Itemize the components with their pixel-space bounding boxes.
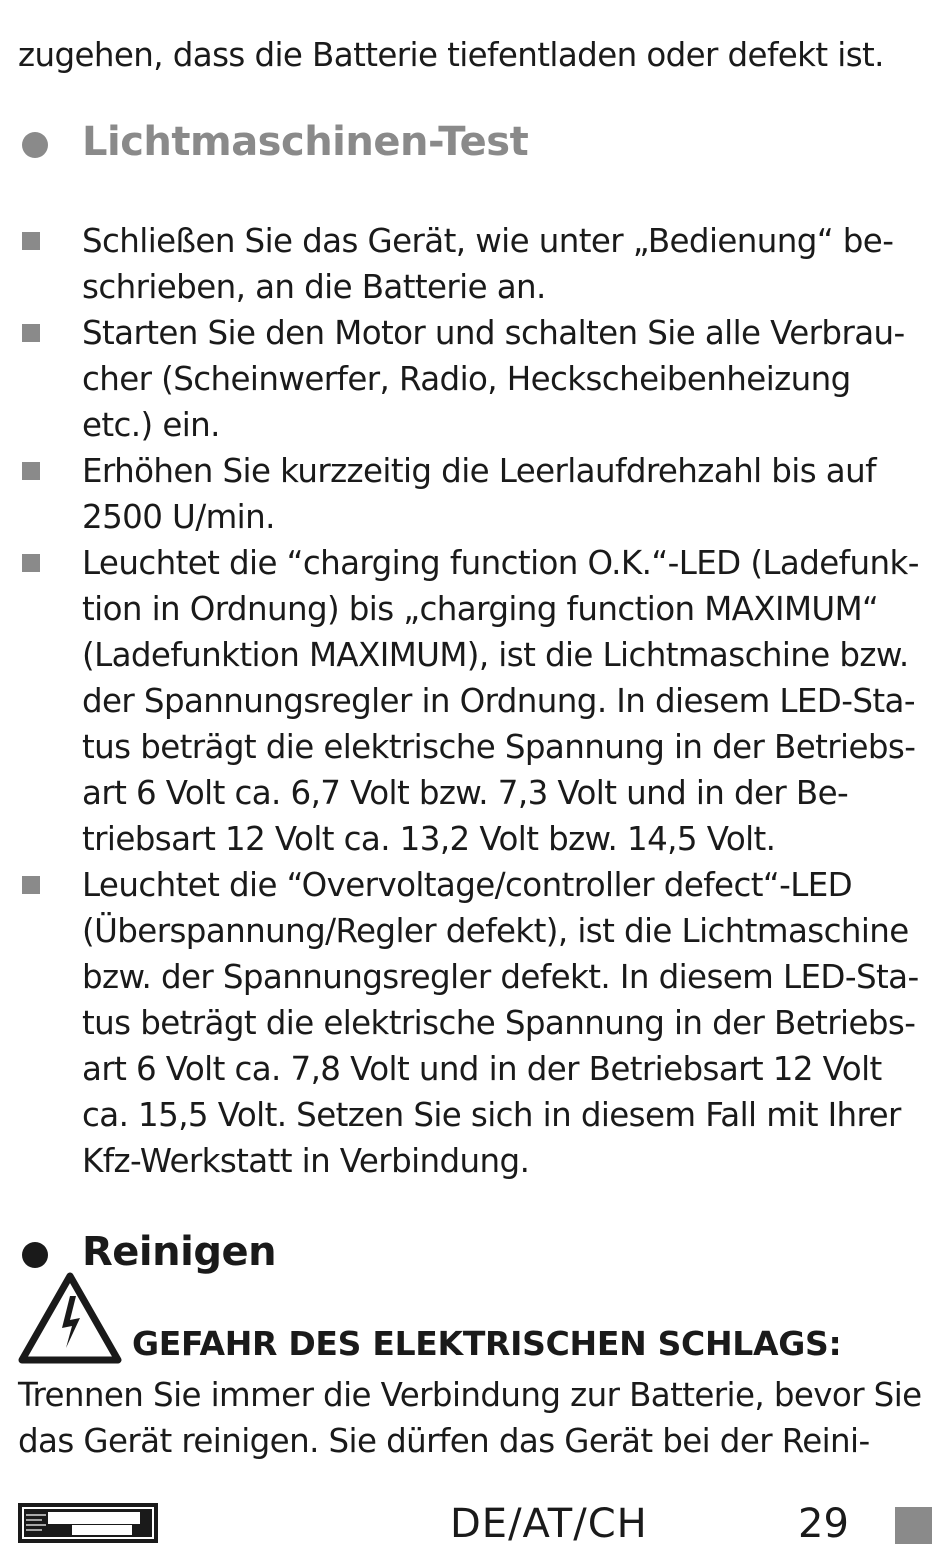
- list-item-line: (Ladefunktion MAXIMUM), ist die Lichtmaschine bzw.: [82, 636, 909, 674]
- list-item-line: der Spannungsregler in Ordnung. In diesem LED-Sta-: [82, 682, 915, 720]
- list-item-line: (Überspannung/Regler defekt), ist die Lichtmaschine: [82, 912, 909, 950]
- warning-title: GEFAHR DES ELEKTRISCHEN SCHLAGS:: [132, 1324, 842, 1363]
- list-item-line: Schließen Sie das Gerät, wie unter „Bedienung“ be-: [82, 222, 894, 260]
- ultimate-speed-logo: [18, 1503, 158, 1543]
- list-item: [18, 540, 938, 862]
- square-bullet-icon: [22, 876, 40, 894]
- list-item-line: Erhöhen Sie kurzzeitig die Leerlaufdrehzahl bis auf: [82, 452, 876, 490]
- list-item-line: tus beträgt die elektrische Spannung in der Betriebs-: [82, 728, 916, 766]
- list-item-line: Kfz-Werkstatt in Verbindung.: [82, 1142, 530, 1180]
- paragraph-line: das Gerät reinigen. Sie dürfen das Gerät bei der Reini-: [18, 1422, 870, 1460]
- list-item-line: tus beträgt die elektrische Spannung in der Betriebs-: [82, 1004, 916, 1042]
- list-item-line: art 6 Volt ca. 6,7 Volt bzw. 7,3 Volt und in der Be-: [82, 774, 849, 812]
- bullet-dot-icon: [22, 132, 48, 158]
- square-bullet-icon: [22, 232, 40, 250]
- bullet-dot-icon: [22, 1242, 48, 1268]
- list-item-line: tion in Ordnung) bis „charging function MAXIMUM“: [82, 590, 879, 628]
- list-item-line: Starten Sie den Motor und schalten Sie alle Verbrau-: [82, 314, 905, 352]
- list-item-line: triebsart 12 Volt ca. 13,2 Volt bzw. 14,5 Volt.: [82, 820, 776, 858]
- list-item: [18, 862, 938, 1184]
- instruction-list: [18, 218, 938, 1184]
- region-label: DE/AT/CH: [450, 1501, 648, 1547]
- warning-paragraph: [18, 1372, 922, 1464]
- list-item-line: schrieben, an die Batterie an.: [82, 268, 546, 306]
- list-item-line: art 6 Volt ca. 7,8 Volt und in der Betriebsart 12 Volt: [82, 1050, 882, 1088]
- square-bullet-icon: [22, 324, 40, 342]
- list-item-line: Leuchtet die “charging function O.K.“-LED (Ladefunk-: [82, 544, 919, 582]
- paragraph-line: Trennen Sie immer die Verbindung zur Batterie, bevor Sie: [18, 1376, 922, 1414]
- list-item-line: Leuchtet die “Overvoltage/controller defect“-LED: [82, 866, 853, 904]
- electric-shock-warning: [18, 1272, 938, 1367]
- continued-text-line: zugehen, dass die Batterie tiefentladen oder defekt ist.: [18, 36, 884, 74]
- list-item-line: bzw. der Spannungsregler defekt. In diesem LED-Sta-: [82, 958, 919, 996]
- section-title: Reinigen: [82, 1229, 277, 1275]
- list-item-line: etc.) ein.: [82, 406, 220, 444]
- square-bullet-icon: [22, 554, 40, 572]
- page-number: 29: [798, 1501, 849, 1547]
- section-title: Lichtmaschinen-Test: [82, 119, 529, 165]
- square-bullet-icon: [22, 462, 40, 480]
- list-item-line: 2500 U/min.: [82, 498, 275, 536]
- page-footer: [0, 1495, 950, 1555]
- gray-square-marker: [895, 1507, 932, 1544]
- list-item-line: cher (Scheinwerfer, Radio, Heckscheibenheizung: [82, 360, 851, 398]
- electric-shock-warning-icon: [18, 1272, 122, 1364]
- list-item-line: ca. 15,5 Volt. Setzen Sie sich in diesem Fall mit Ihrer: [82, 1096, 901, 1134]
- list-item: [18, 218, 938, 310]
- list-item: [18, 310, 938, 448]
- list-item: [18, 448, 938, 540]
